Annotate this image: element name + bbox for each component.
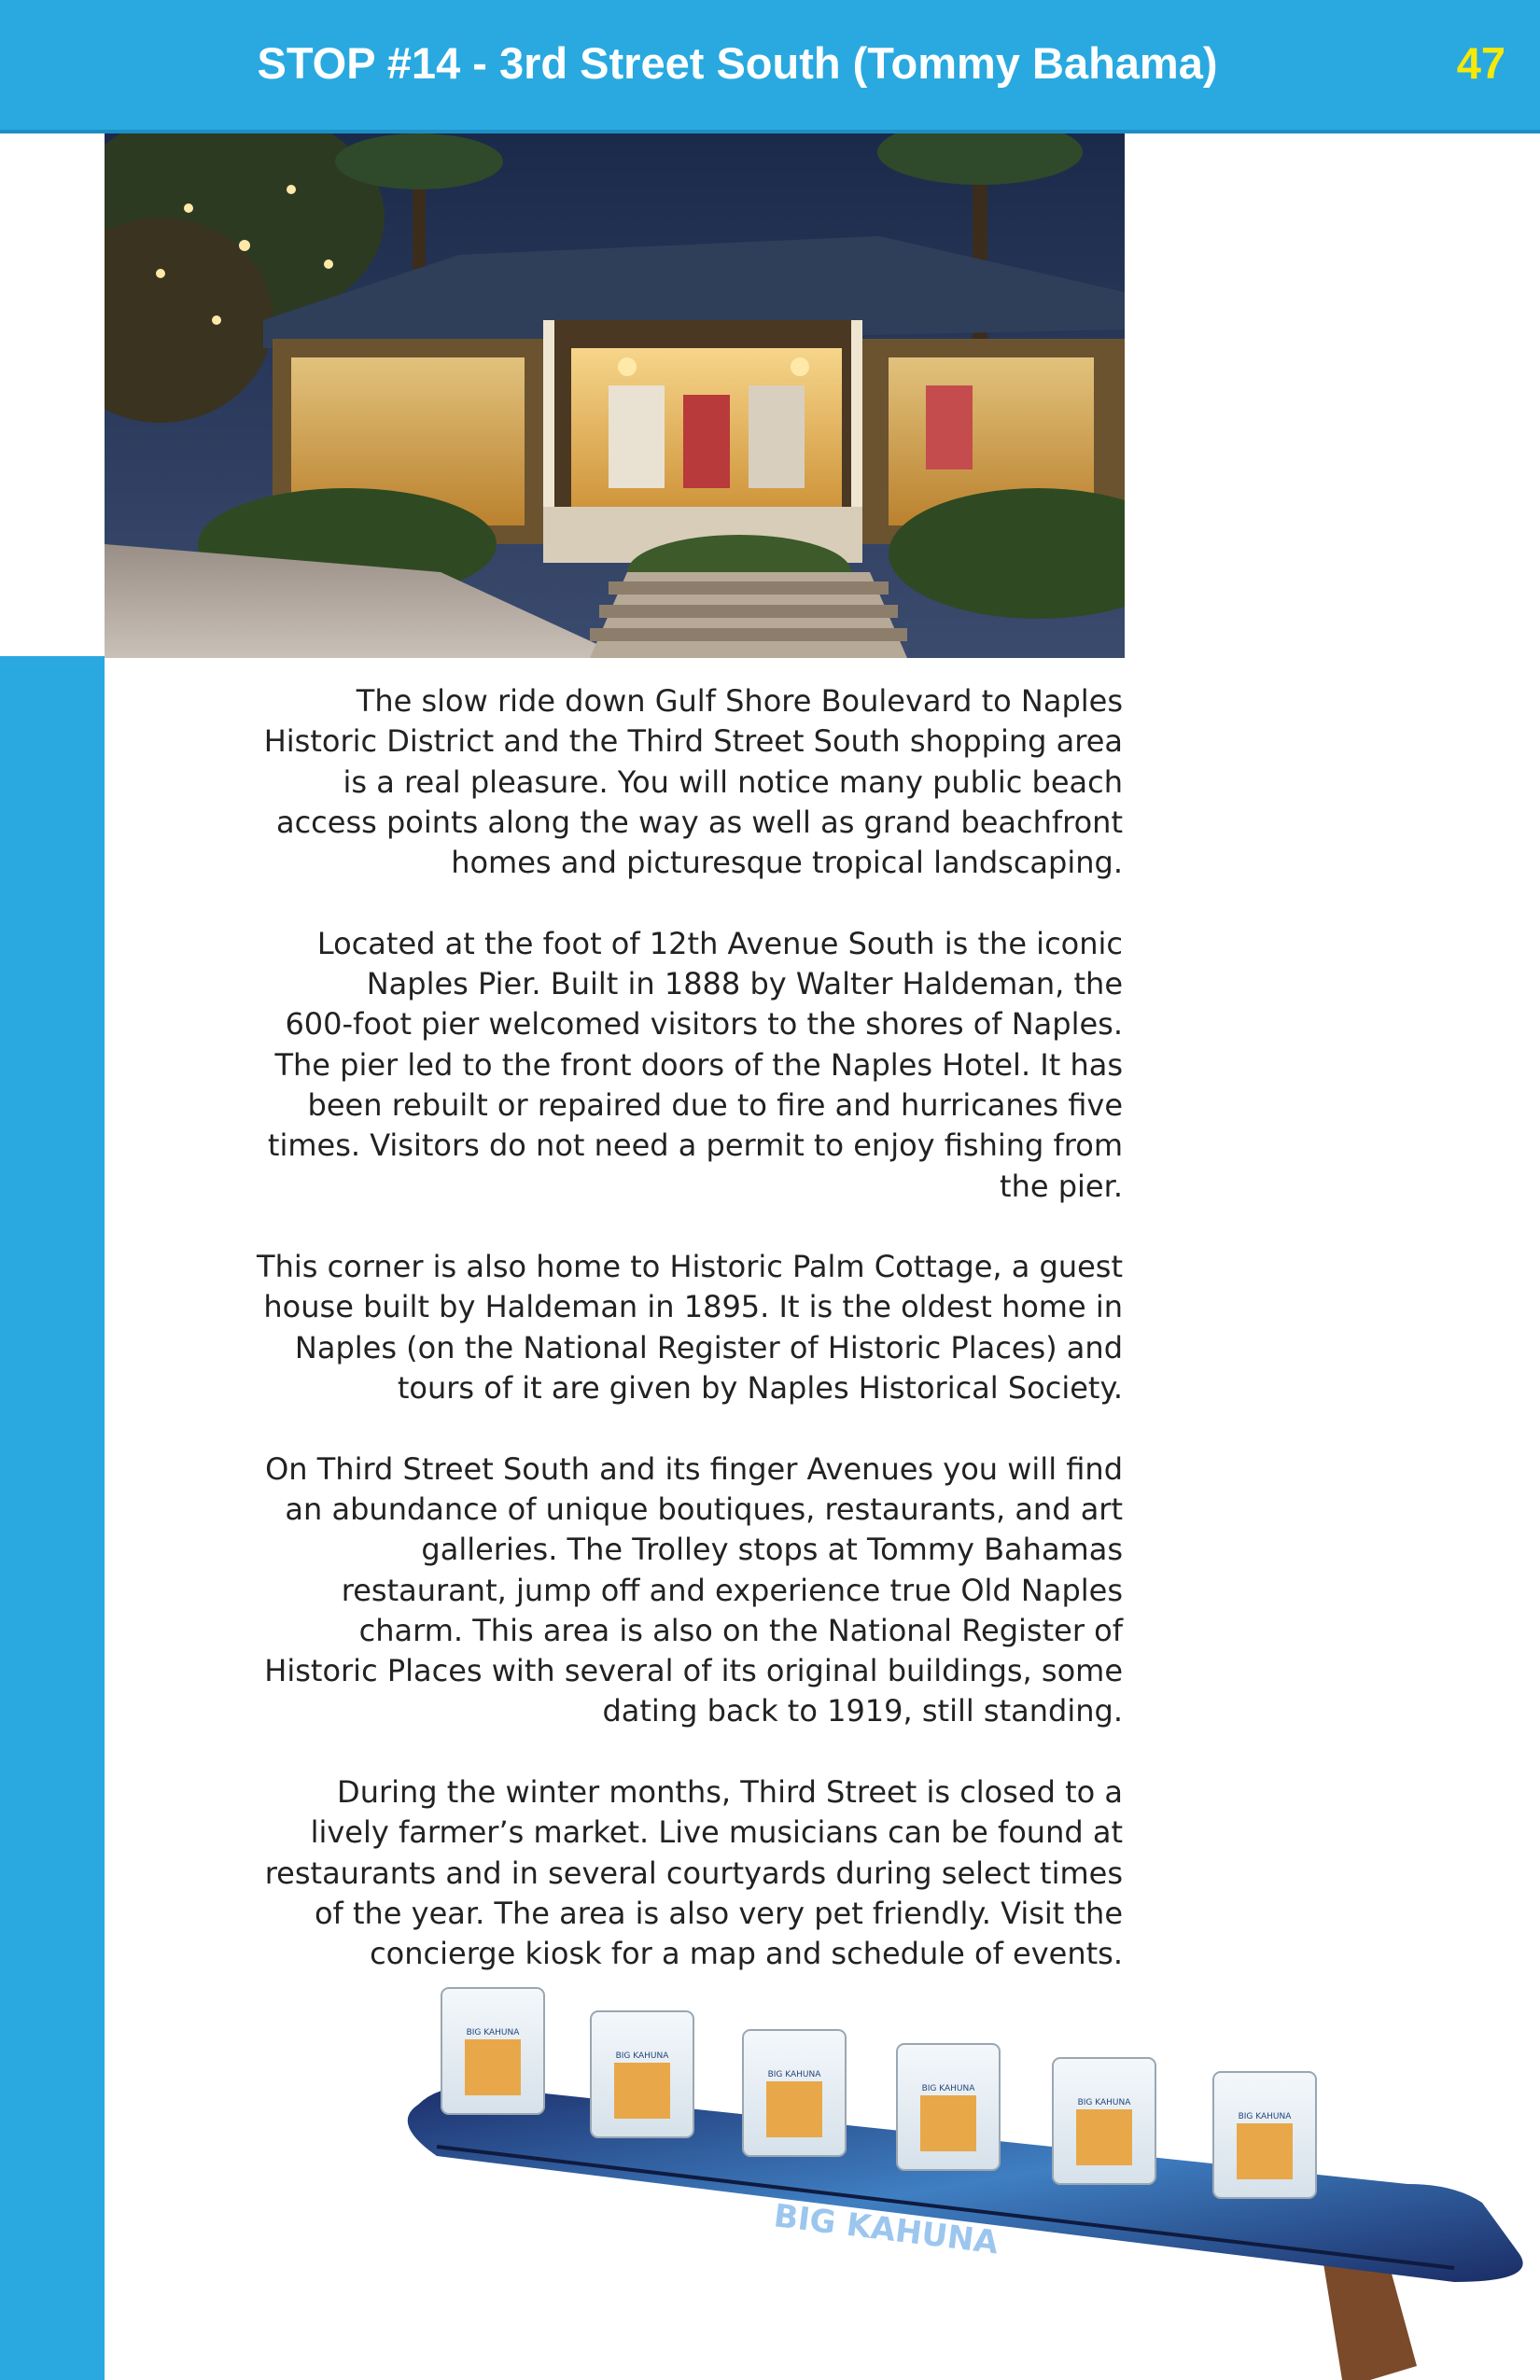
text-line: tours of it are given by Naples Historical Society. [397,1370,1123,1407]
text-line: Located at the foot of 12th Avenue South is the iconic [316,925,1123,961]
glass-label: BIG KAHUNA [1238,2112,1292,2121]
text-line: The pier led to the front doors of the Naples Hotel. It has [274,1046,1123,1083]
text-line: restaurant, jump off and experience true Old Naples [341,1572,1123,1608]
shot-glass [1053,2058,1155,2184]
page-number: 47 [1456,38,1505,88]
storefront-photo-illustration [105,133,1125,658]
paragraph [131,1772,1123,1974]
shot-glass [441,1988,544,2114]
storefront-photo [105,133,1125,658]
text-line: access points along the way as well as grand beachfront [275,804,1123,840]
text-line: concierge kiosk for a map and schedule of events. [370,1936,1123,1972]
paragraph [131,681,1123,883]
paragraph [131,1247,1123,1408]
text-line: The slow ride down Gulf Shore Boulevard to Naples [356,683,1123,719]
text-line: restaurants and in several courtyards during select times [264,1855,1123,1891]
glass-label: BIG KAHUNA [767,2070,821,2079]
text-line: charm. This area is also on the National Register of [358,1612,1123,1648]
text-line: Historic Places with several of its original buildings, some [264,1653,1123,1689]
text-line: times. Visitors do not need a permit to enjoy fishing from [267,1127,1123,1164]
text-line: This corner is also home to Historic Palm Cottage, a guest [257,1249,1123,1285]
surfboard-illustration [334,1983,1540,2380]
text-line: 600-foot pier welcomed visitors to the shores of Naples. [285,1006,1123,1043]
text-line: lively farmer’s market. Live musicians can be found at [310,1814,1123,1851]
text-line: an abundance of unique boutiques, restaurants, and art [285,1491,1123,1527]
shot-glass [743,2030,846,2156]
shot-glass [897,2044,1000,2170]
glass-label: BIG KAHUNA [466,2028,520,2037]
text-line: been rebuilt or repaired due to fire and hurricanes five [307,1086,1123,1123]
text-line: Historic District and the Third Street South shopping area [263,723,1123,760]
body-text [131,681,1123,2015]
side-strip-white [0,133,105,656]
side-accent-strip [0,656,105,2380]
header-bar [0,0,1540,133]
text-line: galleries. The Trolley stops at Tommy Bahamas [421,1532,1123,1568]
text-line: dating back to 1919, still standing. [602,1693,1123,1729]
paragraph [131,1449,1123,1732]
text-line: of the year. The area is also very pet friendly. Visit the [314,1895,1123,1931]
text-line: house built by Haldeman in 1895. It is the oldest home in [263,1289,1123,1325]
glass-label: BIG KAHUNA [1077,2098,1131,2107]
text-line: On Third Street South and its finger Avenues you will find [265,1450,1123,1487]
paragraph [131,924,1123,1207]
shot-glass [591,2011,693,2137]
page-title: STOP #14 - 3rd Street South (Tommy Bahama) [257,38,1218,88]
shot-glass-surfboard-photo [334,1983,1540,2380]
glass-label: BIG KAHUNA [921,2084,975,2093]
text-line: is a real pleasure. You will notice many public beach [343,763,1123,800]
text-line: Naples (on the National Register of Historic Places) and [294,1329,1123,1365]
text-line: Naples Pier. Built in 1888 by Walter Haldeman, the [366,966,1123,1002]
shot-glass [1213,2072,1316,2198]
text-line: the pier. [1000,1168,1123,1204]
glass-label: BIG KAHUNA [615,2051,669,2061]
text-line: During the winter months, Third Street is closed to a [337,1774,1123,1811]
board-brand-text: BIG KAHUNA [771,2197,1001,2262]
text-line: homes and picturesque tropical landscaping. [451,845,1123,881]
